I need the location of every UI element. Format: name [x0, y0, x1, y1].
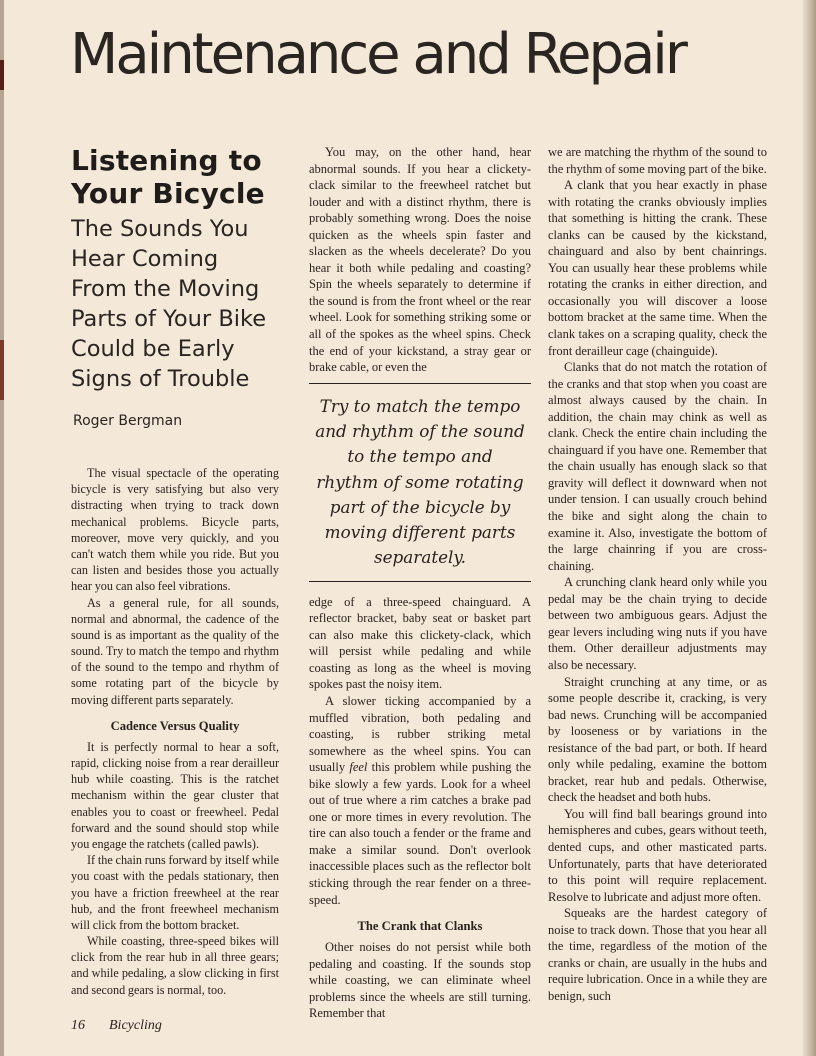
paragraph-text: this problem while pushing the bike slowly a few yards. Look for a wheel out of true where a rim catches a brake pad one or more times in every revolution. The tire can also touch a fender or the frame and make a similar sound. Don't overlook inaccessible places such as the reflector bolt sticking through the rear fender on a three-speed. [309, 760, 531, 907]
publication-name: Bicycling [109, 1018, 162, 1033]
article-subhead: The Sounds You Hear Coming From the Moving Parts of Your Bike Could be Early Signs of Trouble [71, 216, 267, 392]
article-headline [71, 144, 279, 210]
paragraph: we are matching the rhythm of the sound to the rhythm of some moving part of the bike. [548, 145, 767, 176]
paragraph: You will find ball bearings ground into hemispheres and cubes, gears without teeth, dented cups, and other masticated parts. Unfortunately, parts that have deteriorated to this point will require replacement. Resolve to lubricate and adjust more often. [548, 806, 767, 904]
paragraph: edge of a three-speed chainguard. A reflector bracket, baby seat or basket part can also make this clickety-clack, which will persist while pedaling and while coasting as long as the wheel is moving spokes past the noisy item. [309, 594, 531, 692]
paragraph: Straight crunching at any time, or as some people describe it, cracking, is very bad news. Crunching will be accompanied by looseness or by variations in the resistance of the bad part, or both. If heard only while pedaling, examine the bottom bracket, rear hub and pedals. Otherwise, check the headset and both hubs. [548, 674, 767, 805]
paragraph: As a general rule, for all sounds, normal and abnormal, the cadence of the sound is as important as the quality of the sound. Try to match the tempo and rhythm of the sound to the tempo and rhythm of some rotating part of the bicycle by moving different parts separately. [71, 595, 279, 707]
section-heading: Cadence Versus Quality [110, 718, 240, 733]
paragraph: It is perfectly normal to hear a soft, rapid, clicking noise from a rear derailleur hub while coasting. This is the ratchet mechanism within the gear cluster that enables you to coast or freewheel. Pedal forward and the sound should stop while you engage the ratchets (called pawls). [71, 739, 279, 851]
section-masthead: Maintenance and Repair [70, 22, 685, 87]
column-2 [309, 144, 531, 1022]
section-heading: The Crank that Clanks [357, 919, 483, 934]
page-footer [71, 1018, 186, 1034]
column-3 [548, 144, 767, 1004]
paragraph: If the chain runs forward by itself while you coast with the pedals stationary, then you have a friction freewheel at the rear hub, and the front freewheel mechanism will click from the bottom bracket. [71, 853, 279, 932]
paragraph: A crunching clank heard only while you pedal may be the chain trying to decide between two ambiguous gears. Adjust the gear levers including wing nuts if you have them. Other derailleur adjustments may also be necessary. [548, 575, 767, 672]
paragraph: Clanks that do not match the rotation of the cranks and that stop when you coast are almost always caused by the chain. In addition, the chain may chink as well as clank. Check the entire chain including the chainguard if you have one. Remember that the chain usually has enough slack so that gravity will deflect it downward when not under tension. I can usually crouch behind the bike and sight along the chain to examine it. Also, investigate the bottom of the large chainring if you are cross-chaining. [548, 360, 767, 573]
paragraph [309, 693, 531, 908]
paragraph: The visual spectacle of the operating bicycle is very satisfying but also very distracting when trying to track down mechanical problems. Bicycle parts, moreover, move very quickly, and you can't watch them while you ride. But you can listen and besides those you actually hear you can also feel vibrations. [71, 466, 279, 594]
paragraph: Squeaks are the hardest category of noise to track down. Those that you hear all the time, regardless of the motion of the cranks or chain, are usually in the hubs and require lubrication. Once in a while they are benign, such [548, 906, 767, 1003]
column-1 [71, 144, 279, 998]
page-edge-shadow [802, 0, 816, 1056]
paragraph: Other noises do not persist while both pedaling and coasting. If the sounds stop while coasting, we can eliminate wheel problems since the wheels are still turning. Remember that [309, 940, 531, 1021]
emphasis-text: feel [349, 760, 368, 775]
paragraph: You may, on the other hand, hear abnormal sounds. If you hear a clickety-clack similar to the freewheel ratchet but louder and with a distinct rhythm, there is probably something wrong. Does the noise quicken as the wheels spin faster and slacken as the wheels decelerate? Do you hear it both while pedaling and coasting? Spin the wheels separately to determine if the sound is from the front wheel or the rear wheel. Look for something striking some or all of the spokes as the wheel spins. Check the end of your kickstand, a stray gear or brake cable, or even the [309, 145, 531, 375]
author-byline: Roger Bergman [73, 413, 183, 429]
pull-quote: Try to match the tempo and rhythm of the sound to the tempo and rhythm of some rotating part of the bicycle by moving different parts separately. [309, 383, 531, 582]
paragraph-text: A slower ticking accompanied by a muffled vibration, both pedaling and coasting, is rubber striking metal somewhere as the wheel spins. You can usually [309, 694, 531, 775]
binding-edge [0, 0, 4, 1056]
paragraph: While coasting, three-speed bikes will click from the rear hub in all three gears; and while pedaling, a slow clicking in first and second gears is normal, too. [71, 934, 279, 997]
headline-line-1: Listening to [71, 144, 262, 177]
paragraph: A clank that you hear exactly in phase with rotating the cranks obviously implies that something is hitting the crank. These clanks can be caused by the kickstand, chainguard and also by bent chainrings. You can usually hear these problems while rotating the cranks in either direction, and occasionally you will discover a loose bottom bracket at the same time. When the clank takes on a scraping quality, check the front derailleur cage (chainguide). [548, 178, 767, 358]
headline-line-2: Your Bicycle [71, 177, 265, 210]
page-number: 16 [71, 1018, 85, 1033]
